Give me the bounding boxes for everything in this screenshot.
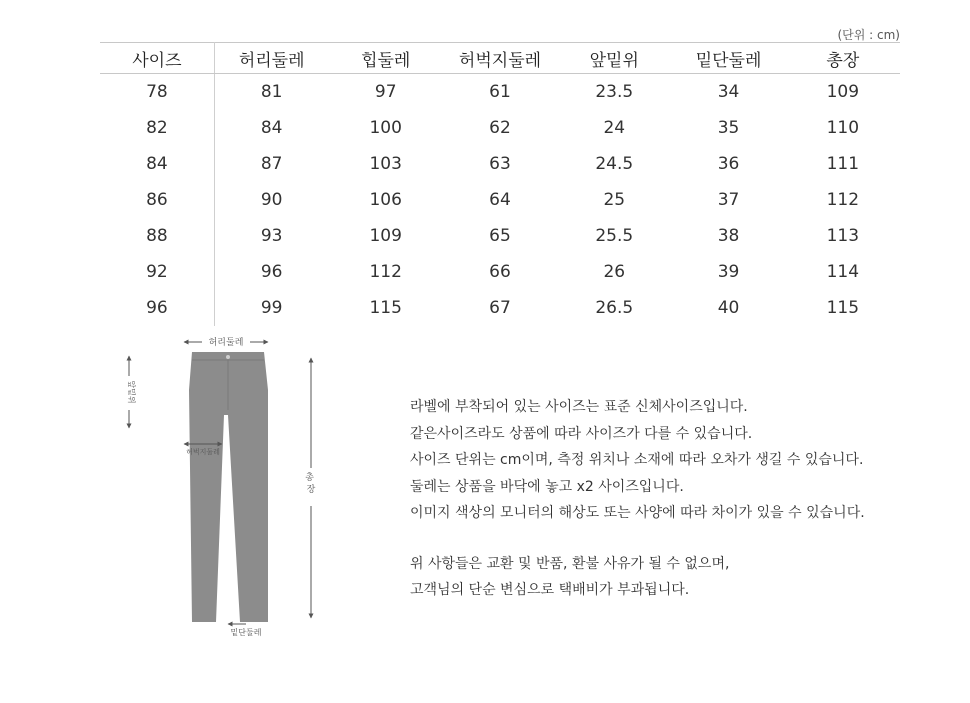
table-cell: 26.5 [595,298,634,318]
table-cell: 106 [369,190,402,210]
table-cell: 78 [100,74,214,111]
table-row [100,74,900,111]
table-row [100,218,900,254]
table-cell: 36 [717,154,740,174]
waist-label: 허리둘레 [208,338,244,348]
size-notes [410,394,865,604]
table-cell: 84 [100,146,214,182]
header-length: 총장 [786,43,900,74]
header-hem: 밑단둘레 [671,43,785,74]
table-cell: 65 [489,226,511,246]
table-cell: 25 [603,190,626,210]
table-cell: 39 [717,262,740,282]
table-cell: 93 [260,226,283,246]
table-cell: 25.5 [595,226,634,246]
header-thigh: 허벅지둘레 [443,43,557,74]
pants-measurement-diagram [100,330,340,650]
table-cell: 87 [260,154,283,174]
table-cell: 84 [260,118,283,138]
header-size: 사이즈 [100,43,214,74]
size-table [100,42,900,326]
thigh-label: 허벅지둘레 [186,448,220,456]
table-cell: 81 [260,82,283,102]
length-label-char: 총 [305,473,314,483]
header-front-rise: 앞밑위 [557,43,671,74]
table-row [100,146,900,182]
table-row [100,254,900,290]
table-row [100,182,900,218]
table-cell: 92 [100,254,214,290]
table-cell: 86 [100,182,214,218]
table-cell: 112 [369,262,402,282]
table-cell: 112 [826,190,860,210]
table-cell: 38 [717,226,740,246]
front-rise-label: 앞밑위 [127,380,136,404]
note-line: 둘레는 상품을 바닥에 놓고 x2 사이즈입니다. [410,478,684,495]
table-cell: 63 [489,154,511,174]
table-cell: 34 [717,82,740,102]
note-line: 이미지 색상의 모니터의 해상도 또는 사양에 따라 차이가 있을 수 있습니다. [410,505,865,521]
table-cell: 37 [717,190,740,210]
table-cell: 24 [603,118,626,138]
table-cell: 62 [489,118,511,138]
table-row [100,290,900,326]
table-row [100,110,900,146]
table-cell: 115 [369,298,402,318]
table-cell: 100 [369,118,402,138]
note-line: 사이즈 단위는 cm이며, 측정 위치나 소재에 따라 오차가 생길 수 있습니다. [410,452,864,468]
table-cell: 66 [489,262,511,282]
table-cell: 24.5 [595,154,634,174]
table-cell: 111 [826,154,860,174]
table-cell: 110 [826,118,860,138]
table-cell: 61 [489,82,511,102]
table-cell: 96 [260,262,283,282]
table-cell: 115 [826,298,860,318]
table-cell: 97 [374,82,397,102]
table-cell: 64 [489,190,511,210]
note-line: 같은사이즈라도 상품에 따라 사이즈가 다를 수 있습니다. [410,425,753,442]
table-header-row [100,43,900,74]
table-cell: 109 [826,82,860,102]
table-cell: 88 [100,218,214,254]
table-cell: 26 [603,262,626,282]
table-cell: 82 [100,110,214,146]
table-cell: 40 [717,298,740,318]
table-cell: 96 [100,290,214,326]
note-line: 라벨에 부착되어 있는 사이즈는 표준 신체사이즈입니다. [410,399,748,415]
table-cell: 103 [369,154,402,174]
header-waist: 허리둘레 [214,43,328,74]
table-cell: 35 [717,118,740,138]
header-hip: 힙둘레 [329,43,443,74]
policy-line: 위 사항들은 교환 및 반품, 환불 사유가 될 수 없으며, [410,555,730,572]
table-cell: 90 [260,190,283,210]
table-cell: 99 [260,298,283,318]
length-label-char: 장 [306,485,316,495]
hem-label: 밑단둘레 [230,628,262,637]
policy-line: 고객님의 단순 변심으로 택배비가 부과됩니다. [410,582,690,598]
table-cell: 23.5 [595,82,634,102]
table-cell: 109 [369,226,402,246]
table-cell: 114 [826,262,860,282]
unit-label: (단위 : cm) [837,28,900,42]
table-cell: 113 [826,226,860,246]
table-cell: 67 [489,298,511,318]
